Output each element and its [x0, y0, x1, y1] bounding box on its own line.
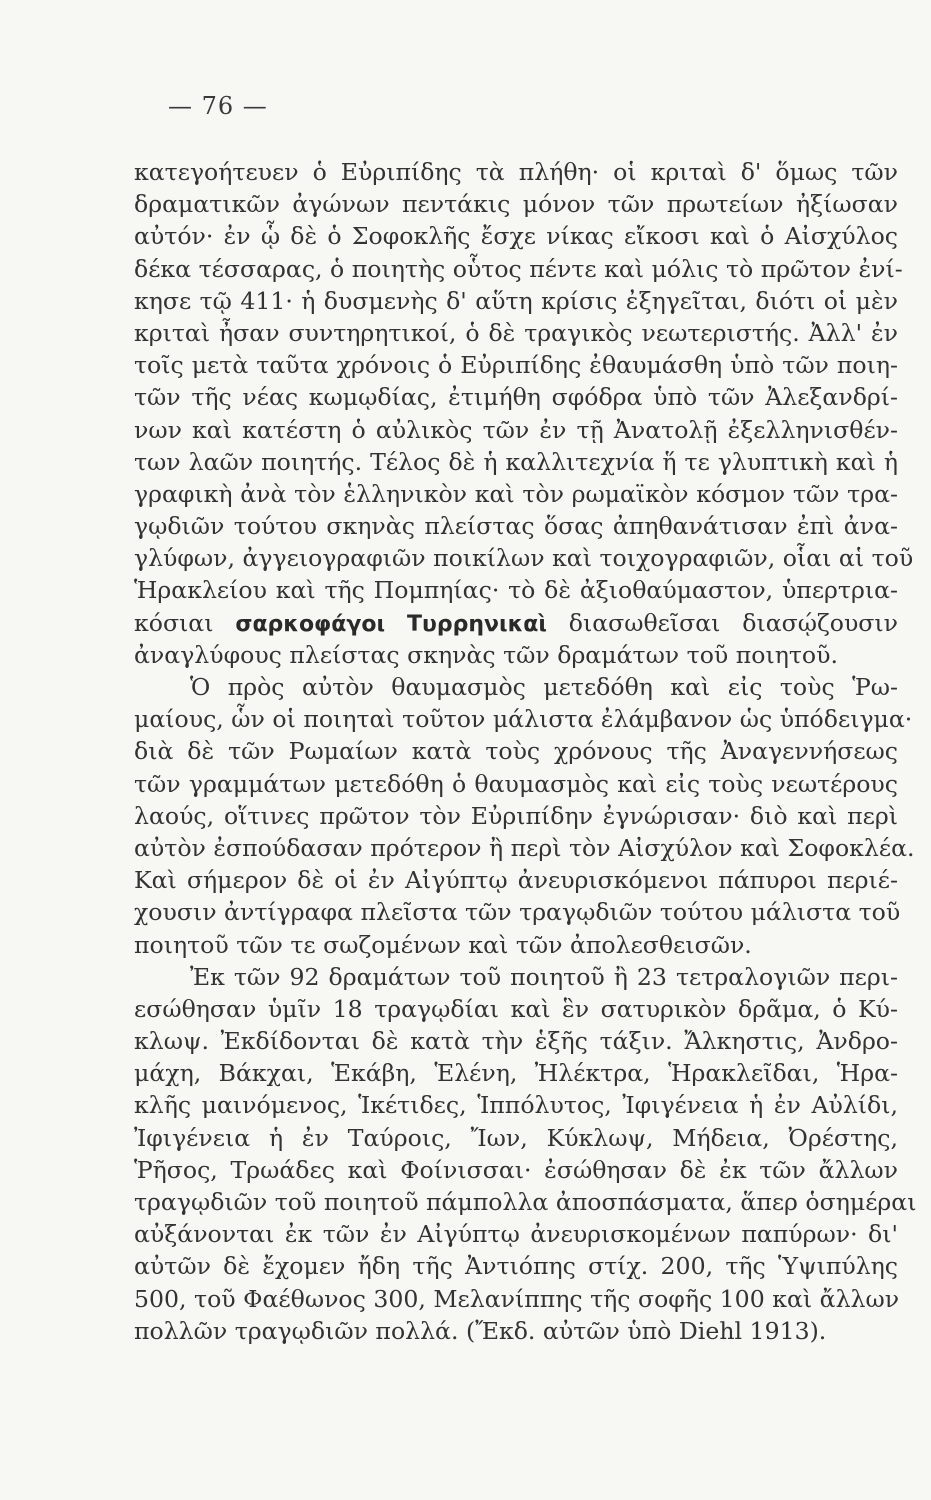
text-line: κλωψ. Ἐκδίδονται δὲ κατὰ τὴν ἑξῆς τάξιν. Ἄλκηστις, Ἀνδρο-: [134, 1027, 898, 1056]
text-line: κησε τῷ 411· ἡ δυσμενὴς δ' αὕτη κρίσις ἐξηγεῖται, διότι οἱ μὲν: [134, 286, 898, 315]
text-line: γῳδιῶν τούτου σκηνὰς πλείστας ὅσας ἀπηθανάτισαν ἐπὶ ἀνα-: [134, 512, 898, 541]
text-line: λαούς, οἵτινες πρῶτον τὸν Εὐριπίδην ἐγνώρισαν· διὸ καὶ περὶ: [134, 801, 898, 830]
text-line: μάχη, Βάκχαι, Ἑκάβη, Ἑλένη, Ἠλέκτρα, Ἡρακλεῖδαι, Ἡρα-: [134, 1059, 898, 1088]
paragraph-end-line: πολλῶν τραγῳδιῶν πολλά. (Ἔκδ. αὐτῶν ὑπὸ Diehl 1913).: [134, 1316, 827, 1345]
text-line: γραφικὴ ἀνὰ τὸν ἑλληνικὸν καὶ τὸν ρωμαϊκὸν κόσμον τῶν τρα-: [134, 479, 898, 508]
text-line: κλῆς μαινόμενος, Ἱκέτιδες, Ἱππόλυτος, Ἰφιγένεια ἡ ἐν Αὐλίδι,: [134, 1091, 898, 1120]
paragraph-start-line: Ὁ πρὸς αὐτὸν θαυμασμὸς μετεδόθη καὶ εἰς τοὺς Ῥω-: [190, 673, 898, 701]
text-line: γλύφων, ἀγγειογραφιῶν ποικίλων καὶ τοιχογραφιῶν, οἷαι αἱ τοῦ: [134, 544, 914, 573]
text-line: Καὶ σήμερον δὲ οἱ ἐν Αἰγύπτῳ ἀνευρισκόμενοι πάπυροι περιέ-: [134, 866, 898, 895]
text-fragment: διασωθεῖσαι διασῴζουσιν: [568, 608, 899, 637]
text-line: μαίους, ὧν οἱ ποιηταὶ τοῦτον μάλιστα ἐλάμβανον ὡς ὑπόδειγμα·: [134, 705, 913, 734]
text-line: δέκα τέσσαρας, ὁ ποιητὴς οὗτος πέντε καὶ μόλις τὸ πρῶτον ἐνί-: [134, 254, 903, 283]
text-line: αὐτῶν δὲ ἔχομεν ἤδη τῆς Ἀντιόπης στίχ. 200, τῆς Ὑψιπύλης: [134, 1252, 898, 1281]
page-number: — 76 —: [168, 92, 268, 120]
text-line: χουσιν ἀντίγραφα πλεῖστα τῶν τραγῳδιῶν τούτου μάλιστα τοῦ: [134, 898, 901, 927]
body-text: [134, 156, 917, 1347]
text-line: αὐξάνονται ἐκ τῶν ἐν Αἰγύπτῳ ἀνευρισκομένων παπύρων· δι': [134, 1220, 898, 1249]
text-line: τῶν τῆς νέας κωμῳδίας, ἐτιμήθη σφόδρα ὑπὸ τῶν Ἀλεξανδρί-: [134, 383, 898, 412]
text-line: Ἡρακλείου καὶ τῆς Πομπηίας· τὸ δὲ ἀξιοθαύμαστον, ὑπερτρια-: [134, 576, 898, 605]
paragraph-end-line: ἀναγλύφους πλείστας σκηνὰς τῶν δραμάτων τοῦ ποιητοῦ.: [134, 640, 838, 669]
bold-phrase: σαρκοφάγοι Τυρρηνικαὶ: [235, 611, 547, 637]
text-line: κριταὶ ἦσαν συντηρητικοί, ὁ δὲ τραγικὸς νεωτεριστής. Ἀλλ' ἐν: [134, 318, 898, 347]
text-line: νων καὶ κατέστη ὁ αὐλικὸς τῶν ἐν τῇ Ἀνατολῇ ἐξελληνισθέν-: [134, 415, 898, 444]
text-line: των λαῶν ποιητής. Τέλος δὲ ἡ καλλιτεχνία ἥ τε γλυπτικὴ καὶ ἡ: [134, 447, 898, 476]
text-line: διὰ δὲ τῶν Ρωμαίων κατὰ τοὺς χρόνους τῆς Ἀναγεννήσεως: [134, 737, 898, 766]
text-line: 500, τοῦ Φαέθωνος 300, Μελανίππης τῆς σοφῆς 100 καὶ ἄλλων: [134, 1284, 900, 1313]
text-line: Ἰφιγένεια ἡ ἐν Ταύροις, Ἴων, Κύκλωψ, Μήδεια, Ὀρέστης,: [134, 1123, 898, 1152]
text-line: τῶν γραμμάτων μετεδόθη ὁ θαυμασμὸς καὶ εἰς τοὺς νεωτέρους: [134, 769, 898, 798]
text-line: εσώθησαν ὑμῖν 18 τραγῳδίαι καὶ ἓν σατυρικὸν δρᾶμα, ὁ Κύ-: [134, 994, 898, 1023]
text-line: δραματικῶν ἀγώνων πεντάκις μόνον τῶν πρωτείων ἠξίωσαν: [134, 190, 898, 219]
paragraph-start-line: Ἐκ τῶν 92 δραμάτων τοῦ ποιητοῦ ἢ 23 τετραλογιῶν περι-: [190, 962, 898, 991]
text-line: τραγῳδιῶν τοῦ ποιητοῦ πάμπολλα ἀποσπάσματα, ἅπερ ὁσημέραι: [134, 1188, 917, 1216]
text-line: αὐτόν· ἐν ᾧ δὲ ὁ Σοφοκλῆς ἔσχε νίκας εἴκοσι καὶ ὁ Αἰσχύλος: [134, 222, 898, 251]
text-line: τοῖς μετὰ ταῦτα χρόνοις ὁ Εὐριπίδης ἐθαυμάσθη ὑπὸ τῶν ποιη-: [134, 351, 898, 380]
text-line-with-bold: [134, 607, 898, 639]
text-line: κατεγοήτευεν ὁ Εὐριπίδης τὰ πλήθη· οἱ κριταὶ δ' ὅμως τῶν: [134, 158, 898, 186]
paragraph-end-line: ποιητοῦ τῶν τε σωζομένων καὶ τῶν ἀπολεσθεισῶν.: [134, 930, 752, 959]
text-fragment: κόσιαι: [134, 608, 214, 637]
text-line: αὐτὸν ἐσπούδασαν πρότερον ἢ περὶ τὸν Αἰσχύλον καὶ Σοφοκλέα.: [134, 833, 915, 862]
text-line: Ῥῆσος, Τρωάδες καὶ Φοίνισσαι· ἐσώθησαν δὲ ἐκ τῶν ἄλλων: [134, 1155, 898, 1184]
